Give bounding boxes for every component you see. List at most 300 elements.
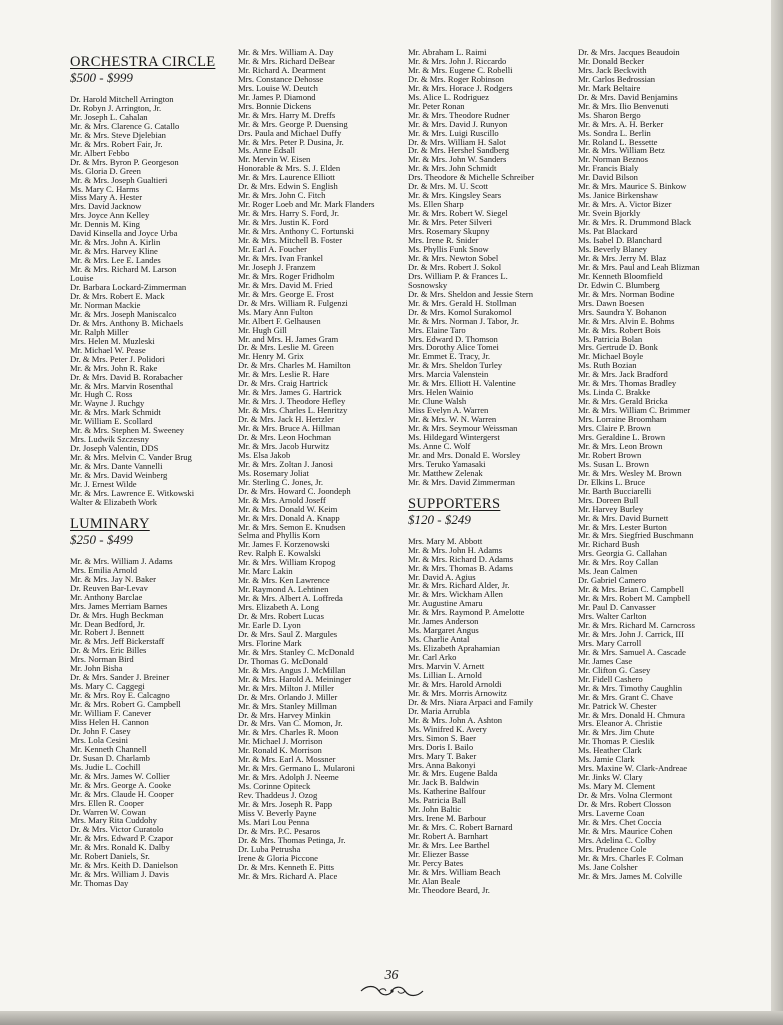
donor-name: Louise <box>70 273 94 284</box>
donor-name: Ms. Corinne Opiteck <box>238 781 311 792</box>
donor-name: Walter & Elizabeth Work <box>70 496 157 507</box>
donor-name: Mrs. Geraldine L. Brown <box>578 431 666 442</box>
donor-name: Dr. Elkins L. Bruce <box>578 476 646 487</box>
section-spacer <box>408 487 578 494</box>
giving-level-heading: SUPPORTERS <box>408 495 501 512</box>
donor-name: Mr. & Mrs. Zoltan J. Janosi <box>238 458 334 469</box>
donor-name: Dr. & Mrs. Jacques Beaudoin <box>578 48 680 57</box>
donor-name: Mr. David A. Agius <box>408 571 476 582</box>
donor-name: Mr. & Mrs. Newton Sobel <box>408 252 499 263</box>
donor-name: Mr. & Mrs. Germano L. Mularoni <box>238 763 355 774</box>
donor-name: Mr. Svein Bjorkly <box>578 208 641 219</box>
donor-name: Ms. Anne C. Wolf <box>408 440 471 451</box>
donor-name: Ms. Beverly Blaney <box>578 243 647 254</box>
donor-name: Mr. Ralph Miller <box>70 326 129 337</box>
donor-name: Mr. John Bisha <box>70 663 123 674</box>
donor-name: Mr. David Bilson <box>578 172 638 183</box>
donor-name: Mr. James P. Diamond <box>238 91 316 102</box>
donor-name: Mr. & Mrs. Harry S. Ford, Jr. <box>238 208 339 219</box>
donor-name: Mrs. Lola Cesini <box>70 734 129 745</box>
donor-name: Ms. Jean Calmen <box>578 566 638 577</box>
donor-name: Mr. & Mrs. William C. Brimmer <box>578 405 691 416</box>
donor-name: Mr. & Mrs. Wickham Allen <box>408 589 503 600</box>
donor-name: Mr. & Mrs. Richard Alder, Jr. <box>408 580 510 591</box>
donor-name: Ms. Katherine Balfour <box>408 786 486 797</box>
donor-name: Ms. Judie L. Cochill <box>70 761 141 772</box>
donor-name: Mr. & Mrs. Elliott H. Valentine <box>408 378 516 389</box>
donor-name: Ms. Alice L. Rodriguez <box>408 91 489 102</box>
donor-name: Mr. Clifton G. Casey <box>578 664 651 675</box>
donor-name: Mr. & Mrs. Melvin C. Vander Brug <box>70 452 192 463</box>
donor-name: Mr. Robert J. Bennett <box>70 627 145 638</box>
donor-name: Mr. & Mrs. Seymour Weissman <box>408 423 518 434</box>
donor-name: Mrs. Dawn Boesen <box>578 297 645 308</box>
donor-name: Mr. & Mrs. George E. Frost <box>238 288 334 299</box>
donor-name: Mrs. Irene M. Barbour <box>408 813 487 824</box>
donor-name: Mr. Matthew Zelenak <box>408 467 483 478</box>
donor-name: Mr. & Mrs. Ilio Benvenuti <box>578 100 669 111</box>
donor-name: Dr. & Mrs. Robert J. Sokol <box>408 261 502 272</box>
donor-name: Dr. & Mrs. Edwin S. English <box>238 181 338 192</box>
donor-name: Mr. James Anderson <box>408 616 479 627</box>
donor-name: Mrs. Claire P. Brown <box>578 423 651 434</box>
donor-name: Mr. Dean Bedford, Jr. <box>70 618 145 629</box>
donor-name: Dr. & Mrs. M. U. Scott <box>408 181 488 192</box>
donor-name: Mr. & Mrs. William Beach <box>408 866 501 877</box>
donor-name: Mr. & Mrs. Dante Vannelli <box>70 461 163 472</box>
donor-name: Mr. & Mrs. J. Theodore Hefley <box>238 396 346 407</box>
donor-name: Mrs. Gertrude D. Bonk <box>578 342 658 353</box>
donor-name: Dr. & Mrs. Byron P. Georgeson <box>70 156 179 167</box>
donor-name: Drs. William P. & Frances L. <box>408 270 508 281</box>
donor-name: Dr. & Mrs. Leon Hochman <box>238 431 332 442</box>
donor-name: Mr. & Mrs. Robert M. Campbell <box>578 593 691 604</box>
donor-name: Mr. & Mrs. Timothy Caughlin <box>578 682 683 693</box>
donor-name: Mr. James F. Korzenowski <box>238 539 330 550</box>
donor-name: Mr. Albert Febbo <box>70 147 130 158</box>
donor-name: Mrs. Laverne Coan <box>578 808 645 819</box>
donor-name: Mr. & Mrs. David Weinberg <box>70 470 168 481</box>
donor-name: Drs. Theodore & Michelle Schreiber <box>408 172 535 183</box>
donor-name: Mr. Sterling C. Jones, Jr. <box>238 476 323 487</box>
donor-name: Dr. & Mrs. Leslie M. Green <box>238 342 334 353</box>
donor-name: Mrs. Marvin V. Arnett <box>408 661 485 672</box>
donor-name: Mrs. Emilia Arnold <box>70 564 138 575</box>
donor-name: Ms. Phyllis Funk Snow <box>408 243 489 254</box>
donor-name: Mr. & Mrs. William J. Adams <box>70 555 173 566</box>
donor-name: Mr. & Mrs. Ken Lawrence <box>238 575 330 586</box>
donor-name: Dr. & Mrs. Peter J. Polidori <box>70 353 166 364</box>
donor-name: Mrs. Norman Bird <box>70 654 134 665</box>
donor-name: Mr. & Mrs. Maurice Cohen <box>578 825 673 836</box>
donor-name: Mrs. Elaine Taro <box>408 324 466 335</box>
donor-name: Mr. & Mrs. Harvey Kline <box>70 246 158 257</box>
donor-name: Mr. & Mrs. Richard A. Place <box>238 870 338 881</box>
giving-level-range: $120 - $249 <box>408 511 471 527</box>
donor-name: Ms. Jamie Clark <box>578 754 635 765</box>
donor-name: Mrs. Georgia G. Callahan <box>578 548 667 559</box>
donor-name: Mr. & Mrs. James M. Colville <box>578 870 683 881</box>
donor-name: Ms. Susan L. Brown <box>578 458 649 469</box>
donor-name: Mr. & Mrs. Stephen M. Sweeney <box>70 425 185 436</box>
donor-name: Mrs. Bonnie Dickens <box>238 100 312 111</box>
donor-name: Mr. Fidell Cashero <box>578 673 643 684</box>
donor-name: Mr. & Mrs. C. Robert Barnard <box>408 822 513 833</box>
donor-name: Mrs. Lorraine Broomham <box>578 414 667 425</box>
donor-name: Dr. Joseph Valentin, DDS <box>70 443 159 454</box>
donor-name: Mr. & Mrs. William Betz <box>578 145 665 156</box>
donor-name: Mr. Theodore Beard, Jr. <box>408 884 490 895</box>
donor-name: Mr. Earle D. Lyon <box>238 620 301 630</box>
donor-name: Mrs. Constance Dehosse <box>238 73 324 84</box>
donor-name: Ms. Anne Edsall <box>238 145 296 156</box>
donor-name: Mr. & Mrs. Jack Bradford <box>578 369 668 380</box>
donor-name: Mr. & Mrs. Morris Arnowitz <box>408 687 507 698</box>
donor-name: Dr. & Mrs. Sander J. Breiner <box>70 672 170 683</box>
donor-name: Dr. & Mrs. William R. Fulgenzi <box>238 297 348 308</box>
donor-name: Ms. Winifred K. Avery <box>408 723 487 734</box>
donor-name: Ms. Margaret Angus <box>408 625 479 636</box>
donor-name: Mr. Ronald K. Morrison <box>238 745 322 756</box>
donor-name: Mr. J. Ernest Wilde <box>70 478 137 489</box>
donor-name: Mrs. Anna Bakonyi <box>408 759 476 770</box>
donor-name: Mrs. Simon S. Baer <box>408 732 477 743</box>
donor-name: Mr. & Mrs. George P. Duensing <box>238 118 348 129</box>
donor-name: Mrs. James Merriam Barnes <box>70 600 168 611</box>
donor-name: Mr. & Mrs. Donald W. Keim <box>238 503 338 514</box>
donor-name: Mrs. Helen Wainio <box>408 387 474 398</box>
donor-name: Mrs. Ellen R. Cooper <box>70 797 144 808</box>
donor-name: Mr. Donald Becker <box>578 55 645 66</box>
donor-name: Mr. & Mrs. Thomas Bradley <box>578 378 677 389</box>
donor-name: Dr. & Mrs. Sheldon and Jessie Stern <box>408 288 534 299</box>
donor-name: Mrs. Mary Rita Cuddohy <box>70 815 157 826</box>
donor-name: Mr. Michael Boyle <box>578 351 644 362</box>
donor-name: Mr. Raymond A. Lehtinen <box>238 584 329 595</box>
donor-name: Mrs. Mary M. Abbott <box>408 535 483 546</box>
donor-name: Dr. & Mrs. Victor Curatolo <box>70 824 164 835</box>
donor-name: Mr. & Mrs. Jeff Bickerstaff <box>70 636 165 647</box>
donor-name: Mr. Anthony Barclae <box>70 591 143 602</box>
donor-name: Dr. & Mrs. Saul Z. Margules <box>238 628 338 639</box>
donor-name: Mr. & Mrs. John A. Ashton <box>408 714 503 725</box>
donor-name: Dr. & Mrs. Roger Robinson <box>408 73 504 84</box>
donor-name: Mr. & Mrs. James G. Hartrick <box>238 387 342 398</box>
scroll-ornament-icon <box>357 984 427 998</box>
donor-name: Mr. & Mrs. Steve Djelebian <box>70 129 166 140</box>
donor-name: Dr. & Mrs. Hershel Sandberg <box>408 145 510 156</box>
donor-name: Mr. Eliezer Basse <box>408 849 469 860</box>
donor-name: Mr. Jack B. Baldwin <box>408 777 479 788</box>
donor-name: Mrs. Mary T. Baker <box>408 750 477 761</box>
donor-name: Sosnowsky <box>408 279 448 290</box>
donor-name: Mrs. Joyce Ann Kelley <box>70 210 150 221</box>
donor-name: Dr. Barbara Lockard-Zimmerman <box>70 282 187 293</box>
donor-name: Ms. Gloria D. Green <box>70 165 141 176</box>
donor-name: Mr. & Mrs. Jim Chute <box>578 727 655 738</box>
donor-name: Mr. Roger Loeb and Mr. Mark Flanders <box>238 199 375 210</box>
donor-name: Mr. & Mrs. Roy E. Calcagno <box>70 690 170 701</box>
donor-name: Mr. Thomas P. Cieslik <box>578 736 655 747</box>
donor-name: Dr. Robyn J. Arrington, Jr. <box>70 102 162 113</box>
giving-level-heading: ORCHESTRA CIRCLE <box>70 54 216 70</box>
donor-name: Dr. Maria Arrubla <box>408 705 470 716</box>
page-number: 36 <box>384 968 399 983</box>
page-bottom-shadow <box>0 1011 783 1025</box>
donor-name: Mrs. Edward D. Thomson <box>408 333 498 344</box>
donor-name: Dr. & Mrs. Craig Hartrick <box>238 378 328 389</box>
donor-name: Mr. & Mrs. Charles F. Colman <box>578 852 684 863</box>
donor-name: Ms. Ellen Sharp <box>408 199 464 210</box>
donor-name: Dr. & Mrs. Kenneth E. Pitts <box>238 861 334 872</box>
donor-name: Mr. & Mrs. Lee Barthel <box>408 840 490 851</box>
donor-name: Dr. Edwin C. Blumberg <box>578 279 660 290</box>
donor-name: Ms. Mari Lou Penna <box>238 816 310 827</box>
donor-name: Mr. & Mrs. Samuel A. Cascade <box>578 646 686 657</box>
donor-name: Mr. Harvey Burley <box>578 503 644 514</box>
donor-name: Ms. Mary C. Harms <box>70 183 139 194</box>
donor-name: Mr. & Mrs. Lester Burton <box>578 521 667 532</box>
donor-name: Ms. Jane Colsher <box>578 861 638 872</box>
donor-name: Mr. & Mrs. Arnold Joseff <box>238 494 326 505</box>
donor-name: Mr. & Mrs. Stanley Millman <box>238 700 337 711</box>
donor-name: Miss Mary A. Hester <box>70 192 143 203</box>
donor-name: Mr. & Mrs. John A. Kirlin <box>70 237 161 248</box>
donor-name: Mrs. Mary Carroll <box>578 637 642 648</box>
donor-name: Mr. & Mrs. Jerry M. Blaz <box>578 252 667 263</box>
donor-name: Mr. & Mrs. Richard DeBear <box>238 55 335 66</box>
donor-name: David Kinsella and Joyce Urba <box>70 228 178 239</box>
donor-name: Mr. Mervin W. Eisen <box>238 154 311 165</box>
donor-name: Mr. & Mrs. A. H. Berker <box>578 118 664 129</box>
donor-name: Dr. John F. Casey <box>70 725 131 736</box>
donor-name: Mr. & Mrs. Marvin Rosenthal <box>70 380 174 391</box>
donor-name: Mr. & Mrs. R. Drummond Black <box>578 217 692 228</box>
donor-name: Mr. & Mrs. Robert G. Campbell <box>70 699 181 710</box>
donor-name: Mr. & Mrs. Leslie R. Hare <box>238 369 330 380</box>
donor-name: Mrs. Ludwik Szczesny <box>70 434 150 445</box>
donor-name: Miss Helen H. Cannon <box>70 717 149 727</box>
donor-name: Mr. & Mrs. Charles L. Henritzy <box>238 405 348 416</box>
donor-name: Mr. Francis Bialy <box>578 163 639 174</box>
donor-name: Mr. Robert Brown <box>578 449 642 460</box>
donor-name: Mrs. Doreen Bull <box>578 494 639 505</box>
donor-name: Mr. & Mrs. Sheldon Turley <box>408 360 503 371</box>
donor-name: Mr. Earl A. Foucher <box>238 243 307 254</box>
donor-name: Mr. & Mrs. Norman J. Tabor, Jr. <box>408 315 519 326</box>
donor-name: Ms. Lillian L. Arnold <box>408 670 482 680</box>
donor-name: Mrs. Irene R. Snider <box>408 235 479 246</box>
donor-name: Mr. Hugh Gill <box>238 324 287 335</box>
donor-name: Mr. Augustine Amaru <box>408 598 483 609</box>
donor-name: Ms. Mary M. Clement <box>578 781 656 792</box>
donor-name: Mr. & Mrs. John W. Sanders <box>408 154 507 165</box>
donor-name: Dr. & Mrs. Jack H. Hertzler <box>238 414 334 425</box>
section-spacer <box>70 507 235 514</box>
donor-name: Mr. & Mrs. Mitchell B. Foster <box>238 235 343 246</box>
donor-name: Mr. & Mrs. Semon E. Knudsen <box>238 521 346 532</box>
donor-name: Mr. & Mrs. George A. Cooke <box>70 779 172 790</box>
donor-name: Mrs. Rosemary Skupny <box>408 226 490 237</box>
donor-name: Mr. Robert Daniels, Sr. <box>70 851 150 862</box>
donor-name: Mr. Kenneth Bloomfield <box>578 270 663 281</box>
donor-name: Dr. & Mrs. Charles M. Hamilton <box>238 360 351 371</box>
donor-name: Mr. Patrick W. Chester <box>578 700 657 711</box>
donor-name: Mr. & Mrs. A. Victor Bizer <box>578 199 672 210</box>
donor-name: Mr. Emmet E. Tracy, Jr. <box>408 351 491 362</box>
donor-name: Mr. & Mrs. William Kropog <box>238 557 336 568</box>
donor-name: Mr. & Mrs. John J. Carrick, III <box>578 628 684 639</box>
donor-name: Mr. & Mrs. Norman Bodine <box>578 288 675 299</box>
donor-name: Mr. & Mrs. Chet Coccia <box>578 816 662 827</box>
donor-name: Mrs. Marcia Valenstein <box>408 369 489 380</box>
donor-name: Mr. John Baltic <box>408 804 462 815</box>
donor-name: Mr. & Mrs. John H. Adams <box>408 544 503 555</box>
giving-level-range: $250 - $499 <box>70 531 133 547</box>
donor-name: Mrs. Prudence Cole <box>578 843 647 854</box>
donor-name: Mr. and Mrs. Donald E. Worsley <box>408 449 521 460</box>
donor-name: Mr. & Mrs. Milton J. Miller <box>238 682 334 693</box>
donor-name: Mr. & Mrs. Richard M. Larson <box>70 264 177 275</box>
donor-name: Mr. & Mrs. Leon Brown <box>578 440 663 451</box>
donor-name: Ms. Isabel D. Blanchard <box>578 235 662 246</box>
donor-name: Mr. & Mrs. David J. Runyon <box>408 118 508 129</box>
donor-name: Mr. Robert A. Barnhart <box>408 831 488 842</box>
donor-name: Mr. & Mrs. Keith D. Danielson <box>70 860 178 871</box>
donor-name: Mr. and Mrs. H. James Gram <box>238 333 339 344</box>
giving-level-heading: LUMINARY <box>70 515 150 532</box>
donor-name: Ms. Janice Birkenshaw <box>578 190 658 201</box>
donor-name: Mr. & Mrs. Peter Silveri <box>408 217 493 228</box>
donor-name: Mr. & Mrs. John J. Riccardo <box>408 55 507 66</box>
donor-name: Ms. Mary Ann Fulton <box>238 306 313 317</box>
donor-name: Dr. Warren W. Cowan <box>70 806 146 817</box>
donor-name: Mr. & Mrs. Laurence Elliott <box>238 172 335 183</box>
donor-name: Mr. & Mrs. W. N. Warren <box>408 414 497 425</box>
donor-name: Mr. & Mrs. Luigi Ruscillo <box>408 127 499 138</box>
donor-name: Mr. & Mrs. Earl A. Mossner <box>238 754 336 765</box>
donor-name: Dr. Harold Mitchell Arrington <box>70 94 174 104</box>
donor-name: Dr. & Mrs. Robert E. Mack <box>70 290 165 301</box>
page-footer <box>0 968 783 998</box>
donor-name: Mr. & Mrs. Raymond P. Amelotte <box>408 607 525 618</box>
donor-name: Mr. & Mrs. Kingsley Sears <box>408 190 502 201</box>
donor-name: Mr. Hugh C. Ross <box>70 389 133 400</box>
donor-name: Mr. & Mrs. William J. Davis <box>70 869 169 880</box>
donor-name: Ms. Patricia Bolan <box>578 333 643 344</box>
donor-column-2 <box>238 48 403 881</box>
donor-name: Mr. William E. Scollard <box>70 416 153 427</box>
donor-name: Mr. Michael J. Morrison <box>238 736 323 747</box>
donor-name: Mr. & Mrs. John R. Rake <box>70 362 158 373</box>
donor-name: Mr. & Mrs. James W. Collier <box>70 770 170 781</box>
donor-name: Mr. & Mrs. Siegfried Buschmann <box>578 530 694 541</box>
donor-name: Mr. & Mrs. Robert Bois <box>578 324 661 335</box>
donor-name: Ms. Ruth Bozian <box>578 360 637 371</box>
donor-name: Mr. Mark Beltaire <box>578 82 641 93</box>
page-edge-shadow <box>771 0 783 1025</box>
donor-name: Dr. & Mrs. Eric Billes <box>70 645 147 656</box>
donor-name: Dr. Luba Petrusha <box>238 843 301 854</box>
donor-name: Dr. & Mrs. Hugh Beckman <box>70 609 164 620</box>
donor-name: Mr. & Mrs. Justin K. Ford <box>238 217 329 228</box>
donor-name: Mr. & Mrs. Bruce A. Hillman <box>238 423 341 434</box>
donor-name: Mr. Barth Bucciarelli <box>578 485 652 496</box>
donor-name: Ms. Hildegard Wintergerst <box>408 431 500 442</box>
donor-name: Mr. Carlos Bedrossian <box>578 73 656 84</box>
donor-name: Dr. Gabriel Camero <box>578 575 647 586</box>
donor-name: Ms. Patricia Ball <box>408 795 466 806</box>
donor-name: Ms. Linda C. Brakke <box>578 387 651 398</box>
donor-name: Mrs. Teruko Yamasaki <box>408 458 486 469</box>
donor-name: Mr. & Mrs. Paul and Leah Blizman <box>578 261 700 272</box>
donor-name: Mr. & Mrs. John C. Fitch <box>238 190 326 201</box>
donor-column-4 <box>578 48 768 881</box>
donor-name: Mr. Richard Bush <box>578 539 640 550</box>
donor-name: Selma and Phyllis Korn <box>238 530 320 541</box>
donor-name: Mr. Henry M. Grix <box>238 351 304 362</box>
donor-name: Mr. & Mrs. Eugene C. Robelli <box>408 64 513 75</box>
donor-name: Ms. Elizabeth Aprahamian <box>408 643 500 654</box>
donor-name: Mr. & Mrs. Harry M. Dreffs <box>238 109 336 120</box>
donor-column-3 <box>408 48 578 895</box>
donor-name: Mr. Albert F. Gelhausen <box>238 315 321 326</box>
donor-name: Mr. Norman Mackie <box>70 299 141 310</box>
donor-name: Mr. & Mrs. Robert Fair, Jr. <box>70 138 163 149</box>
donor-name: Mr. William F. Canever <box>70 708 152 719</box>
donor-name: Honorable & Mrs. S. J. Elden <box>238 163 341 174</box>
donor-name: Mr. & Mrs. Angus J. McMillan <box>238 664 346 675</box>
donor-name: Mr. & Mrs. Grant C. Chave <box>578 691 674 702</box>
donor-name: Mr. Joseph L. Cahalan <box>70 111 148 122</box>
donor-name: Rev. Ralph E. Kowalski <box>238 548 321 559</box>
donor-name: Mr. & Mrs. David M. Fried <box>238 279 333 290</box>
donor-name: Mr. & Mrs. Robert W. Siegel <box>408 208 508 219</box>
donor-name: Mr. Norman Beznos <box>578 154 648 165</box>
donor-name: Mr. & Mrs. William A. Day <box>238 48 334 57</box>
donor-name: Ms. Charlie Antal <box>408 634 470 645</box>
donor-name: Mr. & Mrs. Theodore Rudner <box>408 109 510 120</box>
donor-name: Mr. Joseph J. Franzem <box>238 261 316 272</box>
giving-level-range: $500 - $999 <box>70 70 133 85</box>
donor-name: Mr. Carl Arko <box>408 652 457 663</box>
donor-name: Mr. & Mrs. Gerald H. Stollman <box>408 297 517 308</box>
donor-name: Mrs. Adelina C. Colby <box>578 834 657 845</box>
donor-name: Mr. Michael W. Pease <box>70 344 146 355</box>
donor-name: Mrs. Walter Carlton <box>578 611 647 622</box>
donor-name: Mr. & Mrs. Joseph Maniscalco <box>70 308 177 319</box>
donor-name: Mr. & Mrs. Donald H. Chmura <box>578 709 685 720</box>
donor-name: Mr. & Mrs. John Schmidt <box>408 163 497 174</box>
donor-name: Mr. & Mrs. Richard D. Adams <box>408 553 514 564</box>
donor-name: Mrs. Doris I. Bailo <box>408 741 474 752</box>
donor-name: Mr. & Mrs. Eugene Balda <box>408 768 498 779</box>
donor-name: Mrs. Maxine W. Clark-Andreae <box>578 763 688 774</box>
donor-name: Dr. & Mrs. Anthony B. Michaels <box>70 317 184 328</box>
donor-name: Mrs. Jack Beckwith <box>578 64 647 75</box>
donor-name: Ms. Sondra L. Berlin <box>578 127 651 138</box>
donor-name: Mr. & Mrs. Brian C. Campbell <box>578 584 684 595</box>
donor-name: Dr. Thomas G. McDonald <box>238 655 328 666</box>
donor-name: Irene & Gloria Piccone <box>238 852 318 863</box>
donor-name: Mr. & Mrs. Richard M. Carncross <box>578 620 695 630</box>
donor-name: Rev. Thaddeus J. Ozog <box>238 790 318 801</box>
donor-name: Mr. & Mrs. Harold A. Meininger <box>238 673 352 684</box>
donor-name: Dr. Susan D. Charlamb <box>70 752 150 763</box>
donor-name: Ms. Mary C. Caggegi <box>70 681 145 692</box>
donor-name: Mr. & Mrs. Roy Callan <box>578 557 659 568</box>
donor-name: Mr. & Mrs. Stanley C. McDonald <box>238 646 355 657</box>
